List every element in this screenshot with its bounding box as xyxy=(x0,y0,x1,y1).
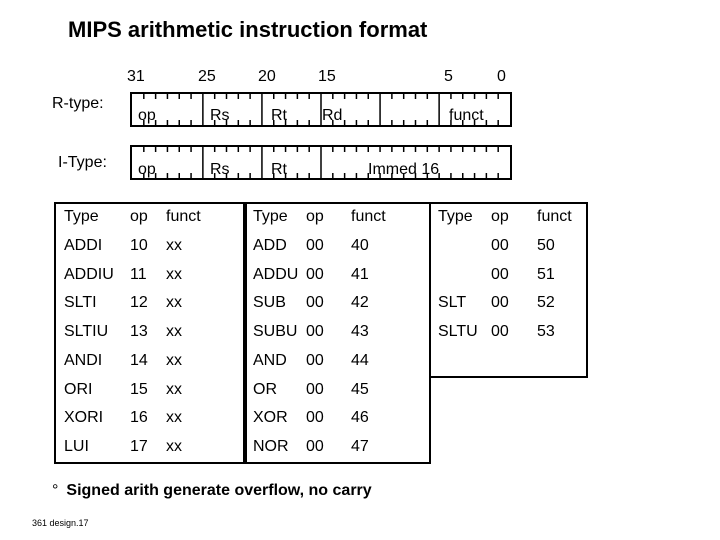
r-type-field-rd: Rd xyxy=(322,107,343,124)
table1-cell-op: 13 xyxy=(130,323,148,341)
table1-cell-op: 15 xyxy=(130,380,148,398)
table3-cell-op: 00 xyxy=(491,323,509,341)
table1-header-type: Type xyxy=(64,208,99,225)
bit-label-20: 20 xyxy=(258,68,276,85)
table2-cell-type: AND xyxy=(253,351,287,369)
table1-cell-funct: xx xyxy=(166,380,182,398)
bit-label-0: 0 xyxy=(497,68,506,85)
table2-cell-op: 00 xyxy=(306,237,324,254)
note-bullet: ° xyxy=(52,482,59,499)
i-type-field-immed: Immed 16 xyxy=(368,161,440,178)
table2-cell-funct: 45 xyxy=(351,380,369,398)
note-text: Signed arith generate overflow, no carry xyxy=(66,482,372,499)
bit-label-15: 15 xyxy=(318,68,336,85)
table1-cell-type: SLTIU xyxy=(64,323,109,341)
table1-header-funct: funct xyxy=(166,208,201,225)
table1-header-op: op xyxy=(130,208,148,225)
table1-cell-type: ADDI xyxy=(64,237,103,254)
bit-label-5: 5 xyxy=(444,68,453,85)
i-type-bit-ticks xyxy=(132,147,510,178)
table1-cell-op: 17 xyxy=(130,437,148,455)
table1-cell-type: XORI xyxy=(64,409,104,427)
table1-cell-funct: xx xyxy=(166,237,182,254)
table3-header-op: op xyxy=(491,208,509,225)
table3-cell-funct: 50 xyxy=(537,237,555,254)
table2-cell-op: 00 xyxy=(306,380,324,398)
table2-cell-type: OR xyxy=(253,380,277,398)
i-type-label: I-Type: xyxy=(58,154,107,171)
table2-cell-type: SUBU xyxy=(253,323,298,341)
i-type-format-box xyxy=(130,145,512,180)
table1-cell-funct: xx xyxy=(166,265,182,283)
r-type-field-op: op xyxy=(138,107,156,124)
table2-cell-funct: 43 xyxy=(351,323,369,341)
table1-cell-funct: xx xyxy=(166,409,182,427)
r-type-label: R-type: xyxy=(52,95,104,112)
table3-header-type: Type xyxy=(438,208,473,225)
table3-header-funct: funct xyxy=(537,208,572,225)
table2-cell-op: 00 xyxy=(306,294,324,312)
table1-cell-funct: xx xyxy=(166,294,182,312)
table2-cell-funct: 44 xyxy=(351,351,369,369)
table2-cell-type: ADDU xyxy=(253,265,299,283)
table2-cell-op: 00 xyxy=(306,437,324,455)
table3-cell-funct: 51 xyxy=(537,265,555,283)
table1-cell-type: ORI xyxy=(64,380,93,398)
table1-cell-type: ADDIU xyxy=(64,265,114,283)
table2-header-op: op xyxy=(306,208,324,225)
table3-cell-op: 00 xyxy=(491,265,509,283)
table1-cell-funct: xx xyxy=(166,351,182,369)
overflow-note xyxy=(52,482,372,500)
table2-cell-type: ADD xyxy=(253,237,287,254)
bit-label-25: 25 xyxy=(198,68,216,85)
table1-cell-op: 14 xyxy=(130,351,148,369)
slt-ops-table xyxy=(429,202,588,378)
table2-cell-type: XOR xyxy=(253,409,288,427)
table2-cell-op: 00 xyxy=(306,351,324,369)
table1-cell-op: 10 xyxy=(130,237,148,254)
table2-cell-funct: 46 xyxy=(351,409,369,427)
table2-cell-op: 00 xyxy=(306,409,324,427)
table2-cell-op: 00 xyxy=(306,323,324,341)
table2-header-type: Type xyxy=(253,208,288,225)
table1-cell-funct: xx xyxy=(166,323,182,341)
r-type-field-rt: Rt xyxy=(271,107,287,124)
table1-cell-type: SLTI xyxy=(64,294,97,312)
footer-label: 361 design.17 xyxy=(32,518,89,528)
table1-cell-op: 16 xyxy=(130,409,148,427)
table1-cell-funct: xx xyxy=(166,437,182,455)
table3-cell-funct: 53 xyxy=(537,323,555,341)
table1-cell-op: 12 xyxy=(130,294,148,312)
table1-cell-op: 11 xyxy=(130,265,147,283)
table3-cell-funct: 52 xyxy=(537,294,555,312)
table2-header-funct: funct xyxy=(351,208,386,225)
r-type-field-rs: Rs xyxy=(210,107,230,124)
table2-cell-funct: 40 xyxy=(351,237,369,254)
table2-cell-op: 00 xyxy=(306,265,324,283)
r-type-field-funct: funct xyxy=(449,107,484,124)
table3-cell-op: 00 xyxy=(491,237,509,254)
table1-cell-type: LUI xyxy=(64,437,89,455)
i-type-field-rt: Rt xyxy=(271,161,287,178)
table2-cell-type: SUB xyxy=(253,294,286,312)
i-type-field-op: op xyxy=(138,161,156,178)
table2-cell-type: NOR xyxy=(253,437,289,455)
bit-label-31: 31 xyxy=(127,68,145,85)
i-type-field-rs: Rs xyxy=(210,161,230,178)
table2-cell-funct: 47 xyxy=(351,437,369,455)
page-title: MIPS arithmetic instruction format xyxy=(68,17,428,42)
table1-cell-type: ANDI xyxy=(64,351,103,369)
table2-cell-funct: 41 xyxy=(351,265,369,283)
table2-cell-funct: 42 xyxy=(351,294,369,312)
table3-cell-type: SLTU xyxy=(438,323,478,341)
table3-cell-op: 00 xyxy=(491,294,509,312)
table3-cell-type: SLT xyxy=(438,294,467,312)
